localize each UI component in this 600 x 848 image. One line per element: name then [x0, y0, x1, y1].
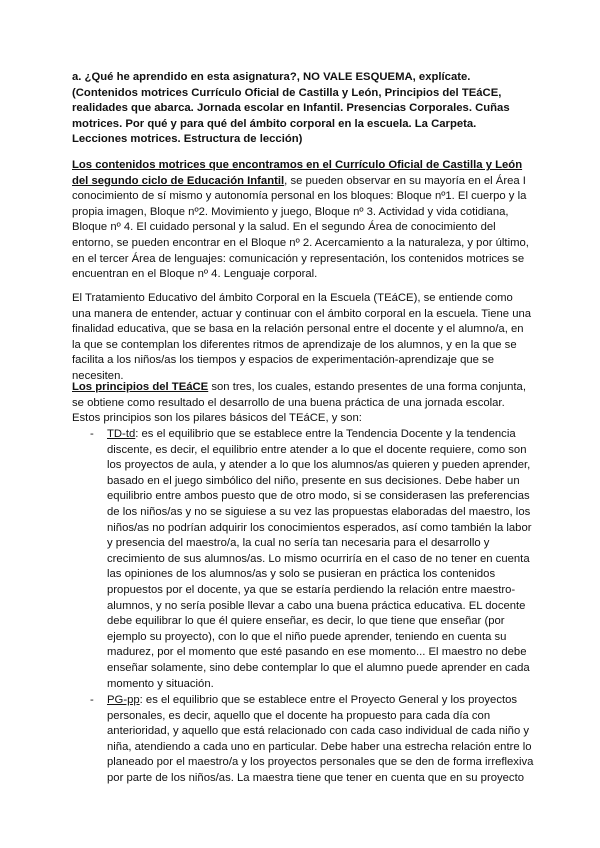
- paragraph-principles: [72, 380, 534, 427]
- principle-text: : es el equilibrio que se establece entre el Proyecto General y los proyectos personales, es decir, aquello que el docente ha propuesto para cada día con anterioridad, y aquello que está relacionado con cada caso individual de cada niño y niña, atendiendo a cada uno en particular. Debe haber una estrecha relación entre lo planeado por el maestro/a y los proyectos personales que se den de forma irreflexiva por parte de los niños/as. La maestra tiene que tener en cuenta que en su proyecto: [107, 694, 534, 785]
- heading-line-1: a. ¿Qué he aprendido en esta asignatura?, NO VALE ESQUEMA, explícate.: [72, 71, 471, 83]
- principle-text: : es el equilibrio que se establece entre la Tendencia Docente y la tendencia discente, es decir, el equilibrio entre atender a lo que el docente requiere, como son los proyectos de aula, y atender a lo que los alumnos/as quieren y pueden aprender, basado en el juego simbólico del niño, presente en sus decisiones. Debe haber un equilibrio entre ambos puesto que de otro modo, si se considerasen las preferencias de los niños/as y no se siguiese a su vez las propuestas elaboradas del maestro, los niños/as no podrían adquirir los conocimientos esperados, así como también la labor y presencia del maestro/a, la cual no sería tan necesaria para el desarrollo y crecimiento de sus alumnos/as. Lo mismo ocurriría en el caso de no tener en cuenta las opiniones de los alumnos/as y solo se pusieran en práctica los contenidos propuestos por el docente, ya que se estaría perdiendo la relación entre maestro-alumnos, y no sería posible llevar a cabo una buena práctica educativa. EL docente debe equilibrar lo que él quiere enseñar, es decir, lo que tiene que enseñar (por ejemplo su proyecto), con lo que el niño puede aprender, teniendo en cuenta su madurez, por el momento que esté pasando en ese momento... El maestro no debe enseñar solamente, sino debe contemplar lo que el alumno puede aprender en cada momento y situación.: [107, 428, 532, 690]
- question-heading: [72, 70, 532, 148]
- curriculum-text: , se pueden observar en su mayoría en el Área I conocimiento de sí mismo y autonomía personal en los bloques: Bloque nº1. El cuerpo y la propia imagen, Bloque nº2. Movimiento y juego, Bloque nº 3. Actividad y vida cotidiana, Bloque nº 4. El cuidado personal y la salud. En el segundo Área de conocimiento del entorno, se pueden encontrar en el Bloque nº 2. Acercamiento a la naturaleza, y por último, en el tercer Área de lenguajes: comunicación y representación, los contenidos motrices se encuentran en el Bloque nº 4. Lenguaje corporal.: [72, 174, 529, 281]
- list-item: [72, 427, 534, 692]
- principles-lead: Los principios del TEáCE: [72, 381, 209, 393]
- list-item: [72, 693, 534, 787]
- principles-list: [72, 427, 534, 787]
- principles-text: son tres, los cuales, estando presentes de una forma conjunta, se obtiene como resultado el desarrollo de una buena práctica de una jornada escolar. Estos principios son los pilares básicos del TEáCE, y son:: [72, 381, 526, 425]
- paragraph-teace: [72, 291, 534, 385]
- teace-text: El Tratamiento Educativo del ámbito Corporal en la Escuela (TEáCE), se entiende como una manera de entender, actuar y continuar con el ámbito corporal en la escuela. Tiene una finalidad educativa, que se basa en la relación personal entre el docente y el alumno/a, en la que se contemplan los diferentes ritmos de aprendizaje de los alumnos, y en la que se facilita a los niños/as los tiempos y espacios de experimentación-aprendizaje que se necesiten.: [72, 292, 532, 382]
- heading-line-2: (Contenidos motrices Currículo Oficial de Castilla y León, Principios del TEáCE, realidades que abarca. Jornada escolar en Infantil. Presencias Corporales. Cuñas motrices. Por qué y para qué del ámbito corporal en la escuela. La Carpeta. Lecciones motrices. Estructura de lección): [72, 86, 510, 146]
- curriculum-lead: Los contenidos motrices que encontramos en el Currículo Oficial de Castilla y León del segundo ciclo de Educación Infantil: [72, 159, 523, 187]
- bullet-dash: -: [90, 694, 94, 707]
- bullet-dash: -: [90, 428, 94, 440]
- principle-term: TD-td: [107, 428, 136, 440]
- paragraph-curriculum: [72, 158, 534, 283]
- principle-term: PG-pp: [107, 694, 140, 707]
